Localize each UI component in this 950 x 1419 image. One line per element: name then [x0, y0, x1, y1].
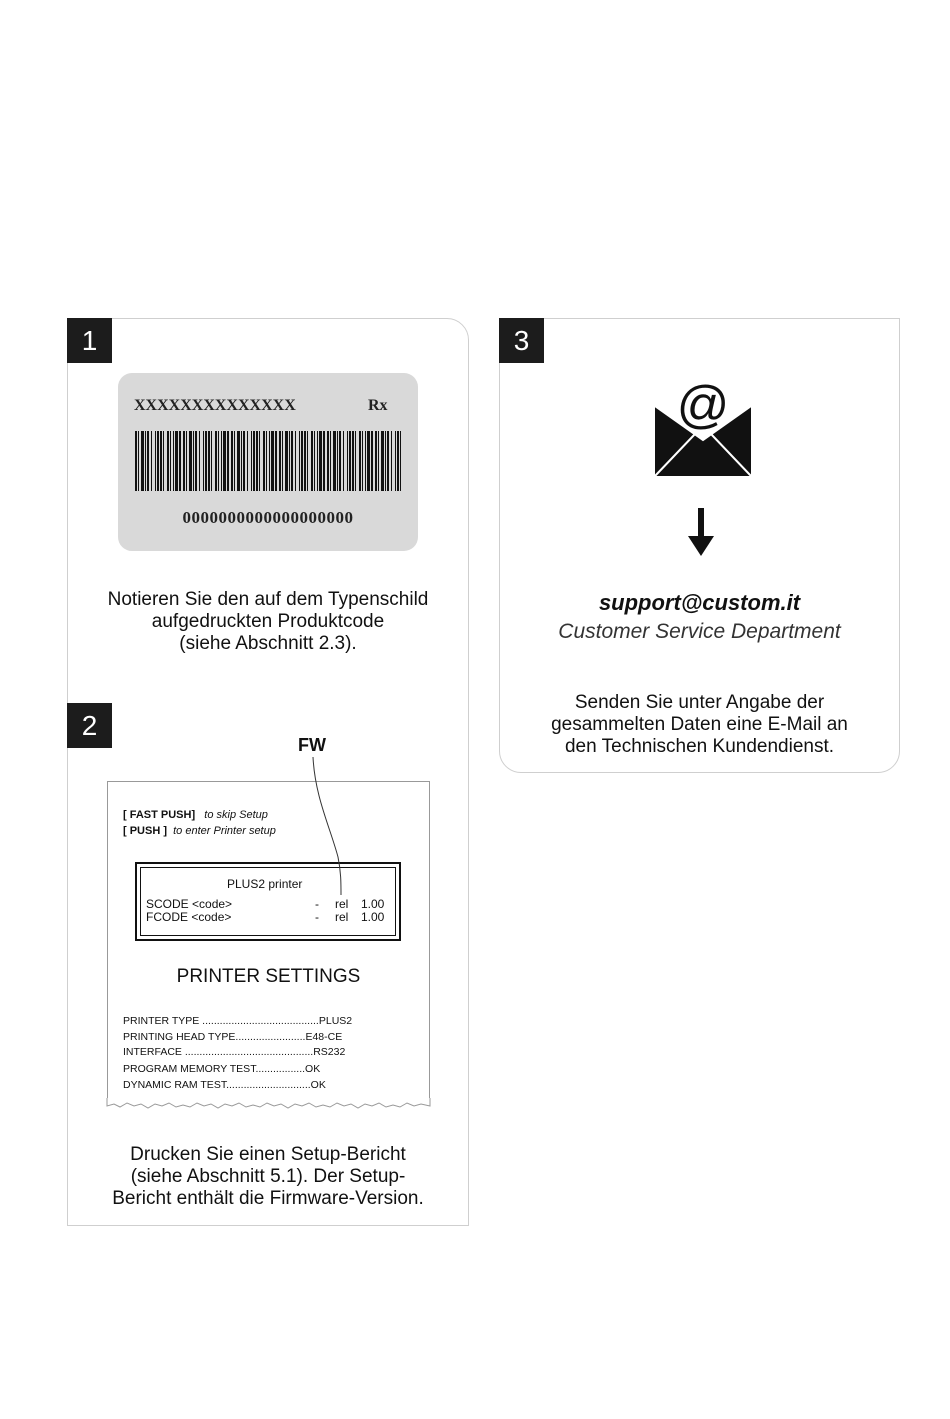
step-1-caption: Notieren Sie den auf dem Typenschild aufgedruckten Produktcode (siehe Abschnitt 2.3). [107, 589, 429, 654]
fcode-rel: rel [335, 910, 349, 924]
product-label [118, 373, 418, 551]
step-3-badge: 3 [499, 318, 544, 363]
product-id: XXXXXXXXXXXXXX [134, 397, 296, 414]
push-key: [ PUSH ] [123, 825, 167, 837]
fast-push-key: [ FAST PUSH] [123, 809, 196, 821]
settings-row: INTERFACE ............................................RS232 [123, 1046, 346, 1058]
settings-row: PRINTER TYPE ........................................PLUS2 [123, 1015, 353, 1027]
settings-row: PROGRAM MEMORY TEST.................OK [123, 1063, 321, 1075]
step-2-badge: 2 [67, 703, 112, 748]
fast-push-text: to skip Setup [204, 809, 268, 821]
settings-row: DYNAMIC RAM TEST.............................OK [123, 1079, 326, 1091]
envelope-at-icon [653, 378, 753, 478]
scode-label: SCODE <code> [146, 897, 233, 911]
fw-label: FW [298, 735, 326, 755]
printer-settings-heading: PRINTER SETTINGS [176, 966, 361, 987]
fw-pointer-line [305, 757, 365, 897]
product-suffix: Rx [368, 397, 388, 414]
scode-version: 1.00 [361, 897, 385, 911]
barcode-number: 0000000000000000000 [182, 508, 354, 527]
support-email[interactable]: support@custom.it [598, 590, 801, 615]
department-name: Customer Service Department [558, 620, 841, 643]
settings-row: PRINTING HEAD TYPE........................E48-CE [123, 1031, 343, 1043]
push-line [123, 825, 276, 838]
step-3-caption: Senden Sie unter Angabe der gesammelten Daten eine E-Mail an den Technischen Kundendienst. [551, 692, 848, 757]
step-2-caption: Drucken Sie einen Setup-Bericht (siehe Abschnitt 5.1). Der Setup- Bericht enthält die Firmware-Version. [112, 1144, 424, 1209]
fcode-dash: - [315, 910, 319, 924]
scode-dash: - [315, 897, 319, 911]
fcode-version: 1.00 [361, 910, 385, 924]
barcode-icon [135, 431, 401, 491]
arrow-down-icon [686, 508, 716, 558]
scode-rel: rel [335, 897, 349, 911]
push-text: to enter Printer setup [173, 825, 276, 837]
fast-push-line [123, 809, 268, 822]
svg-text:@: @ [676, 378, 730, 434]
receipt-torn-edge [106, 1098, 431, 1112]
fcode-label: FCODE <code> [146, 910, 232, 924]
printer-model: PLUS2 printer [227, 877, 303, 891]
step-1-badge: 1 [67, 318, 112, 363]
